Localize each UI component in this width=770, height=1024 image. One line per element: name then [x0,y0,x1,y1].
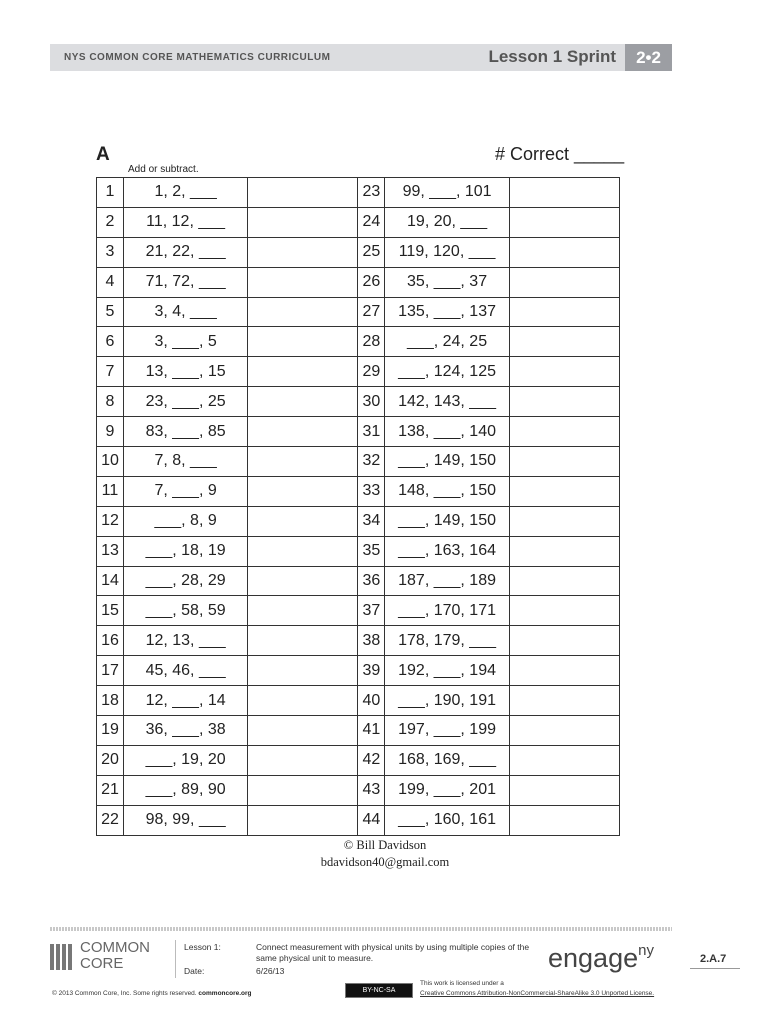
answer-cell[interactable] [509,566,619,596]
answer-cell[interactable] [509,656,619,686]
table-row [97,775,620,805]
answer-cell[interactable] [509,626,619,656]
table-row [97,178,620,208]
lesson-date: 6/26/13 [256,966,285,976]
table-row [97,387,620,417]
problem-number: 34 [358,506,385,536]
problem-text: ___, 28, 29 [123,566,247,596]
answer-cell[interactable] [248,387,358,417]
answer-cell[interactable] [509,387,619,417]
problem-text: 45, 46, ___ [123,656,247,686]
problem-number: 22 [97,805,124,835]
problem-text: ___, 18, 19 [123,536,247,566]
problem-text: 192, ___, 194 [385,656,509,686]
problem-text: ___, 124, 125 [385,357,509,387]
answer-cell[interactable] [248,745,358,775]
curriculum-banner [50,44,672,71]
table-row [97,566,620,596]
table-row [97,417,620,447]
problem-number: 19 [97,716,124,746]
answer-cell[interactable] [509,237,619,267]
problem-text: 187, ___, 189 [385,566,509,596]
table-row [97,745,620,775]
answer-cell[interactable] [509,536,619,566]
table-row [97,716,620,746]
problem-number: 43 [358,775,385,805]
answer-cell[interactable] [509,745,619,775]
lesson-label: Lesson 1: [184,942,221,952]
problem-number: 18 [97,686,124,716]
problem-text: ___, 163, 164 [385,536,509,566]
problem-number: 28 [358,327,385,357]
lesson-description: Connect measurement with physical units by using multiple copies of the same physical unit to measure. [256,942,530,963]
module-badge: 2•2 [625,44,672,71]
answer-cell[interactable] [509,178,619,208]
problem-text: 36, ___, 38 [123,716,247,746]
table-row [97,447,620,477]
problem-text: 12, ___, 14 [123,686,247,716]
answer-cell[interactable] [248,716,358,746]
answer-cell[interactable] [509,267,619,297]
answer-cell[interactable] [248,297,358,327]
problem-number: 7 [97,357,124,387]
answer-cell[interactable] [509,476,619,506]
problem-text: ___, 8, 9 [123,506,247,536]
problem-text: ___, 58, 59 [123,596,247,626]
answer-cell[interactable] [248,327,358,357]
problem-number: 40 [358,686,385,716]
problem-text: 1, 2, ___ [123,178,247,208]
problem-number: 26 [358,267,385,297]
problem-text: ___, 24, 25 [385,327,509,357]
problem-text: 148, ___, 150 [385,476,509,506]
answer-cell[interactable] [509,297,619,327]
problem-number: 38 [358,626,385,656]
common-core-logo [50,940,170,974]
problem-text: ___, 89, 90 [123,775,247,805]
answer-cell[interactable] [248,476,358,506]
answer-cell[interactable] [509,775,619,805]
answer-cell[interactable] [248,596,358,626]
answer-cell[interactable] [509,417,619,447]
answer-cell[interactable] [509,207,619,237]
sprint-instruction: Add or subtract. [128,164,199,175]
table-row [97,357,620,387]
problem-text: 7, 8, ___ [123,447,247,477]
table-row [97,237,620,267]
answer-cell[interactable] [248,237,358,267]
problem-number: 31 [358,417,385,447]
answer-cell[interactable] [509,596,619,626]
problem-text: 11, 12, ___ [123,207,247,237]
problem-number: 35 [358,536,385,566]
answer-cell[interactable] [248,656,358,686]
answer-cell[interactable] [248,267,358,297]
problem-text: 71, 72, ___ [123,267,247,297]
answer-cell[interactable] [248,417,358,447]
table-row [97,686,620,716]
answer-cell[interactable] [248,536,358,566]
problem-number: 2 [97,207,124,237]
problem-text: ___, 190, 191 [385,686,509,716]
sprint-table [96,177,620,836]
problem-text: 12, 13, ___ [123,626,247,656]
answer-cell[interactable] [248,775,358,805]
problem-text: 178, 179, ___ [385,626,509,656]
page-code: 2.A.7 [700,953,727,965]
answer-cell[interactable] [509,805,619,835]
problem-number: 12 [97,506,124,536]
table-row [97,506,620,536]
answer-cell[interactable] [248,805,358,835]
answer-cell[interactable] [248,447,358,477]
creative-commons-badge-icon: BY-NC-SA [345,983,413,998]
problem-number: 36 [358,566,385,596]
answer-cell[interactable] [248,178,358,208]
table-row [97,297,620,327]
date-label: Date: [184,966,205,976]
problem-text: 35, ___, 37 [385,267,509,297]
problem-text: 168, 169, ___ [385,745,509,775]
problem-number: 11 [97,476,124,506]
answer-cell[interactable] [248,506,358,536]
problem-text: 23, ___, 25 [123,387,247,417]
footer-separator [175,940,176,978]
problem-text: 99, ___, 101 [385,178,509,208]
answer-cell[interactable] [509,716,619,746]
answer-cell[interactable] [509,357,619,387]
answer-cell[interactable] [509,447,619,477]
answer-cell[interactable] [248,357,358,387]
answer-cell[interactable] [248,566,358,596]
problem-number: 29 [358,357,385,387]
engageny-logo: engage$^{ny}$ [548,942,654,973]
copyright: © 2013 Common Core, Inc. Some rights reserved. commoncore.org [52,990,252,997]
answer-cell[interactable] [248,207,358,237]
table-row [97,327,620,357]
problem-number: 41 [358,716,385,746]
table-row [97,476,620,506]
problem-number: 13 [97,536,124,566]
problem-number: 32 [358,447,385,477]
problem-number: 20 [97,745,124,775]
problem-number: 42 [358,745,385,775]
problem-text: 7, ___, 9 [123,476,247,506]
problem-number: 1 [97,178,124,208]
problem-text: ___, 170, 171 [385,596,509,626]
license-link[interactable]: Creative Commons Attribution-NonCommercial-ShareAlike 3.0 Unported License. [420,990,655,997]
logo-bars-icon [50,944,74,970]
problem-number: 17 [97,656,124,686]
table-row [97,207,620,237]
problem-text: 3, ___, 5 [123,327,247,357]
problem-number: 9 [97,417,124,447]
curriculum-title: NYS COMMON CORE MATHEMATICS CURRICULUM [64,52,331,63]
problem-number: 39 [358,656,385,686]
problem-number: 24 [358,207,385,237]
problem-number: 44 [358,805,385,835]
problem-number: 30 [358,387,385,417]
table-row [97,656,620,686]
credit-name: © Bill Davidson [343,838,427,852]
problem-number: 14 [97,566,124,596]
problem-text: 119, 120, ___ [385,237,509,267]
correct-count-label: # Correct _____ [495,144,625,164]
problem-text: 135, ___, 137 [385,297,509,327]
problem-number: 3 [97,237,124,267]
footer-divider [50,927,672,931]
table-row [97,536,620,566]
answer-cell[interactable] [509,686,619,716]
problem-text: 13, ___, 15 [123,357,247,387]
problem-text: ___, 149, 150 [385,447,509,477]
problem-number: 21 [97,775,124,805]
answer-cell[interactable] [509,327,619,357]
answer-cell[interactable] [248,626,358,656]
license-text: This work is licensed under a [420,980,504,987]
problem-number: 15 [97,596,124,626]
problem-text: 142, 143, ___ [385,387,509,417]
problem-number: 27 [358,297,385,327]
problem-text: 197, ___, 199 [385,716,509,746]
problem-number: 5 [97,297,124,327]
credit-email: bdavidson40@gmail.com [320,855,450,869]
problem-number: 37 [358,596,385,626]
logo-line-2: CORE [80,955,124,972]
problem-number: 33 [358,476,385,506]
table-row [97,596,620,626]
answer-cell[interactable] [509,506,619,536]
problem-text: 138, ___, 140 [385,417,509,447]
table-row [97,626,620,656]
sprint-letter: A [96,144,110,165]
logo-line-1: COMMON [80,939,150,956]
problem-text: ___, 19, 20 [123,745,247,775]
problem-text: ___, 149, 150 [385,506,509,536]
problem-number: 6 [97,327,124,357]
problem-number: 23 [358,178,385,208]
problem-text: 83, ___, 85 [123,417,247,447]
problem-number: 10 [97,447,124,477]
problem-text: 98, 99, ___ [123,805,247,835]
problem-text: 21, 22, ___ [123,237,247,267]
problem-text: 19, 20, ___ [385,207,509,237]
problem-text: 199, ___, 201 [385,775,509,805]
answer-cell[interactable] [248,686,358,716]
page-code-underline [690,968,740,969]
problem-number: 16 [97,626,124,656]
table-row [97,805,620,835]
problem-number: 4 [97,267,124,297]
lesson-title: Lesson 1 Sprint [488,47,616,66]
problem-text: ___, 160, 161 [385,805,509,835]
problem-number: 8 [97,387,124,417]
table-row [97,267,620,297]
problem-text: 3, 4, ___ [123,297,247,327]
problem-number: 25 [358,237,385,267]
